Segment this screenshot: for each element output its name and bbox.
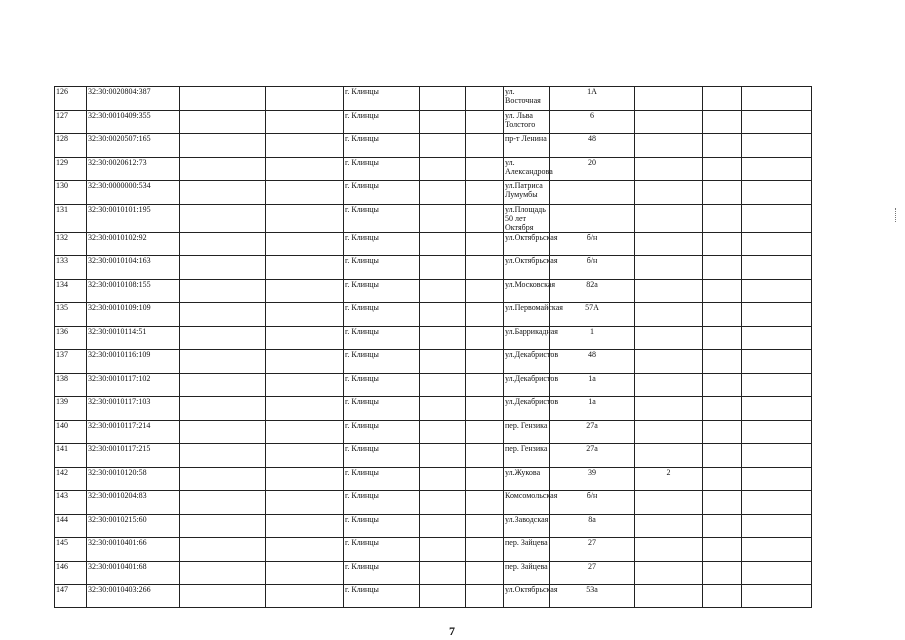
empty-cell bbox=[742, 561, 812, 585]
empty-cell bbox=[466, 157, 504, 181]
empty-cell bbox=[466, 303, 504, 327]
empty-cell bbox=[266, 110, 344, 134]
empty-cell bbox=[742, 444, 812, 468]
row-number-cell: 131 bbox=[55, 204, 87, 232]
empty-cell bbox=[703, 204, 742, 232]
empty-cell bbox=[466, 279, 504, 303]
empty-cell bbox=[703, 110, 742, 134]
empty-cell bbox=[742, 303, 812, 327]
extra-value-cell bbox=[635, 204, 703, 232]
empty-cell bbox=[742, 420, 812, 444]
empty-cell bbox=[420, 303, 466, 327]
empty-cell bbox=[466, 561, 504, 585]
empty-cell bbox=[703, 256, 742, 280]
street-cell: ул.Первомайская bbox=[504, 303, 550, 327]
empty-cell bbox=[703, 87, 742, 111]
empty-cell bbox=[466, 514, 504, 538]
extra-value-cell bbox=[635, 87, 703, 111]
city-cell: г. Клинцы bbox=[344, 326, 420, 350]
extra-value-cell bbox=[635, 373, 703, 397]
city-cell: г. Клинцы bbox=[344, 491, 420, 515]
empty-cell bbox=[180, 444, 266, 468]
city-cell: г. Клинцы bbox=[344, 181, 420, 205]
house-number-cell: 53а bbox=[550, 585, 635, 608]
cadastral-number-cell: 32:30:0010102:92 bbox=[87, 232, 180, 256]
empty-cell bbox=[466, 256, 504, 280]
empty-cell bbox=[180, 467, 266, 491]
empty-cell bbox=[420, 397, 466, 421]
table-row bbox=[55, 279, 812, 303]
empty-cell bbox=[420, 326, 466, 350]
empty-cell bbox=[742, 110, 812, 134]
empty-cell bbox=[466, 538, 504, 562]
cadastral-number-cell: 32:30:0010108:155 bbox=[87, 279, 180, 303]
city-cell: г. Клинцы bbox=[344, 87, 420, 111]
extra-value-cell bbox=[635, 181, 703, 205]
empty-cell bbox=[266, 326, 344, 350]
city-cell: г. Клинцы bbox=[344, 256, 420, 280]
empty-cell bbox=[742, 181, 812, 205]
cadastral-number-cell: 32:30:0010215:60 bbox=[87, 514, 180, 538]
house-number-cell: 1а bbox=[550, 373, 635, 397]
empty-cell bbox=[266, 303, 344, 327]
empty-cell bbox=[466, 110, 504, 134]
street-cell: пер. Зайцева bbox=[504, 561, 550, 585]
cadastral-number-cell: 32:30:0000000:534 bbox=[87, 181, 180, 205]
empty-cell bbox=[703, 134, 742, 158]
empty-cell bbox=[420, 87, 466, 111]
city-cell: г. Клинцы bbox=[344, 279, 420, 303]
cadastral-registry-table bbox=[54, 86, 812, 608]
table-row bbox=[55, 420, 812, 444]
empty-cell bbox=[180, 256, 266, 280]
scan-edge-mark bbox=[895, 208, 897, 222]
city-cell: г. Клинцы bbox=[344, 514, 420, 538]
empty-cell bbox=[266, 397, 344, 421]
empty-cell bbox=[742, 491, 812, 515]
empty-cell bbox=[180, 204, 266, 232]
empty-cell bbox=[420, 181, 466, 205]
street-cell: ул.Площадь 50 лет Октября bbox=[504, 204, 550, 232]
registry-body bbox=[55, 87, 812, 608]
city-cell: г. Клинцы bbox=[344, 204, 420, 232]
empty-cell bbox=[266, 538, 344, 562]
street-cell: пер. Зайцева bbox=[504, 538, 550, 562]
extra-value-cell bbox=[635, 561, 703, 585]
extra-value-cell bbox=[635, 256, 703, 280]
empty-cell bbox=[466, 350, 504, 374]
house-number-cell: 48 bbox=[550, 134, 635, 158]
empty-cell bbox=[180, 538, 266, 562]
empty-cell bbox=[266, 256, 344, 280]
extra-value-cell bbox=[635, 420, 703, 444]
house-number-cell: 48 bbox=[550, 350, 635, 374]
empty-cell bbox=[180, 181, 266, 205]
city-cell: г. Клинцы bbox=[344, 350, 420, 374]
empty-cell bbox=[266, 134, 344, 158]
empty-cell bbox=[742, 157, 812, 181]
empty-cell bbox=[180, 87, 266, 111]
city-cell: г. Клинцы bbox=[344, 420, 420, 444]
empty-cell bbox=[266, 467, 344, 491]
empty-cell bbox=[466, 204, 504, 232]
empty-cell bbox=[420, 444, 466, 468]
page-number: 7 bbox=[449, 624, 455, 638]
extra-value-cell bbox=[635, 585, 703, 608]
table-row bbox=[55, 110, 812, 134]
empty-cell bbox=[180, 397, 266, 421]
extra-value-cell bbox=[635, 326, 703, 350]
empty-cell bbox=[180, 373, 266, 397]
table-row bbox=[55, 87, 812, 111]
table-row bbox=[55, 467, 812, 491]
city-cell: г. Клинцы bbox=[344, 110, 420, 134]
house-number-cell: 1 bbox=[550, 326, 635, 350]
table-row bbox=[55, 491, 812, 515]
street-cell: ул.Декабристов bbox=[504, 373, 550, 397]
empty-cell bbox=[742, 87, 812, 111]
city-cell: г. Клинцы bbox=[344, 303, 420, 327]
city-cell: г. Клинцы bbox=[344, 232, 420, 256]
empty-cell bbox=[420, 420, 466, 444]
empty-cell bbox=[742, 373, 812, 397]
city-cell: г. Клинцы bbox=[344, 157, 420, 181]
empty-cell bbox=[466, 326, 504, 350]
empty-cell bbox=[742, 232, 812, 256]
empty-cell bbox=[266, 232, 344, 256]
empty-cell bbox=[703, 467, 742, 491]
empty-cell bbox=[180, 303, 266, 327]
extra-value-cell: 2 bbox=[635, 467, 703, 491]
table-row bbox=[55, 181, 812, 205]
table-row bbox=[55, 303, 812, 327]
house-number-cell: 27 bbox=[550, 561, 635, 585]
street-cell: ул.Октябрьская bbox=[504, 256, 550, 280]
row-number-cell: 144 bbox=[55, 514, 87, 538]
empty-cell bbox=[703, 397, 742, 421]
house-number-cell: 6 bbox=[550, 110, 635, 134]
city-cell: г. Клинцы bbox=[344, 373, 420, 397]
empty-cell bbox=[703, 232, 742, 256]
extra-value-cell bbox=[635, 134, 703, 158]
extra-value-cell bbox=[635, 397, 703, 421]
empty-cell bbox=[420, 491, 466, 515]
empty-cell bbox=[703, 420, 742, 444]
row-number-cell: 139 bbox=[55, 397, 87, 421]
street-cell: ул. Восточная bbox=[504, 87, 550, 111]
empty-cell bbox=[703, 181, 742, 205]
row-number-cell: 134 bbox=[55, 279, 87, 303]
street-cell: ул.Московская bbox=[504, 279, 550, 303]
empty-cell bbox=[703, 538, 742, 562]
house-number-cell: 8а bbox=[550, 514, 635, 538]
street-cell: ул.Заводская bbox=[504, 514, 550, 538]
table-row bbox=[55, 326, 812, 350]
street-cell: пер. Гензика bbox=[504, 420, 550, 444]
house-number-cell: 39 bbox=[550, 467, 635, 491]
table-row bbox=[55, 232, 812, 256]
extra-value-cell bbox=[635, 110, 703, 134]
row-number-cell: 132 bbox=[55, 232, 87, 256]
empty-cell bbox=[466, 467, 504, 491]
empty-cell bbox=[742, 134, 812, 158]
street-cell: Комсомольская bbox=[504, 491, 550, 515]
empty-cell bbox=[180, 350, 266, 374]
cadastral-number-cell: 32:30:0010101:195 bbox=[87, 204, 180, 232]
street-cell: ул.Патриса Лумумбы bbox=[504, 181, 550, 205]
extra-value-cell bbox=[635, 491, 703, 515]
row-number-cell: 147 bbox=[55, 585, 87, 608]
street-cell: ул.Декабристов bbox=[504, 397, 550, 421]
table-row bbox=[55, 561, 812, 585]
cadastral-number-cell: 32:30:0010401:68 bbox=[87, 561, 180, 585]
extra-value-cell bbox=[635, 303, 703, 327]
empty-cell bbox=[742, 350, 812, 374]
street-cell: ул. Александрова bbox=[504, 157, 550, 181]
empty-cell bbox=[266, 514, 344, 538]
empty-cell bbox=[703, 303, 742, 327]
extra-value-cell bbox=[635, 538, 703, 562]
table-row bbox=[55, 514, 812, 538]
empty-cell bbox=[266, 87, 344, 111]
empty-cell bbox=[266, 350, 344, 374]
empty-cell bbox=[180, 232, 266, 256]
empty-cell bbox=[266, 204, 344, 232]
table-row bbox=[55, 157, 812, 181]
cadastral-number-cell: 32:30:0010409:355 bbox=[87, 110, 180, 134]
cadastral-number-cell: 32:30:0010117:215 bbox=[87, 444, 180, 468]
cadastral-number-cell: 32:30:0010117:103 bbox=[87, 397, 180, 421]
empty-cell bbox=[180, 110, 266, 134]
house-number-cell: б/н bbox=[550, 491, 635, 515]
row-number-cell: 143 bbox=[55, 491, 87, 515]
street-cell: ул.Декабристов bbox=[504, 350, 550, 374]
row-number-cell: 133 bbox=[55, 256, 87, 280]
house-number-cell: 20 bbox=[550, 157, 635, 181]
house-number-cell: б/н bbox=[550, 232, 635, 256]
house-number-cell: б/н bbox=[550, 256, 635, 280]
extra-value-cell bbox=[635, 444, 703, 468]
empty-cell bbox=[742, 204, 812, 232]
table-row bbox=[55, 397, 812, 421]
city-cell: г. Клинцы bbox=[344, 585, 420, 608]
street-cell: ул.Жукова bbox=[504, 467, 550, 491]
empty-cell bbox=[266, 157, 344, 181]
empty-cell bbox=[466, 444, 504, 468]
street-cell: ул.Октябрьская bbox=[504, 232, 550, 256]
empty-cell bbox=[466, 585, 504, 608]
empty-cell bbox=[266, 491, 344, 515]
empty-cell bbox=[420, 110, 466, 134]
extra-value-cell bbox=[635, 232, 703, 256]
empty-cell bbox=[742, 467, 812, 491]
cadastral-number-cell: 32:30:0020507:165 bbox=[87, 134, 180, 158]
city-cell: г. Клинцы bbox=[344, 444, 420, 468]
empty-cell bbox=[420, 279, 466, 303]
cadastral-number-cell: 32:30:0010114:51 bbox=[87, 326, 180, 350]
empty-cell bbox=[742, 585, 812, 608]
empty-cell bbox=[420, 514, 466, 538]
cadastral-number-cell: 32:30:0010117:214 bbox=[87, 420, 180, 444]
empty-cell bbox=[266, 181, 344, 205]
row-number-cell: 137 bbox=[55, 350, 87, 374]
cadastral-number-cell: 32:30:0020612:73 bbox=[87, 157, 180, 181]
empty-cell bbox=[466, 232, 504, 256]
row-number-cell: 127 bbox=[55, 110, 87, 134]
cadastral-number-cell: 32:30:0010401:66 bbox=[87, 538, 180, 562]
row-number-cell: 145 bbox=[55, 538, 87, 562]
empty-cell bbox=[180, 279, 266, 303]
row-number-cell: 129 bbox=[55, 157, 87, 181]
empty-cell bbox=[466, 181, 504, 205]
table-row bbox=[55, 585, 812, 608]
empty-cell bbox=[420, 350, 466, 374]
empty-cell bbox=[742, 538, 812, 562]
table-row bbox=[55, 444, 812, 468]
house-number-cell: 1А bbox=[550, 87, 635, 111]
table-row bbox=[55, 373, 812, 397]
empty-cell bbox=[420, 467, 466, 491]
empty-cell bbox=[742, 279, 812, 303]
house-number-cell bbox=[550, 204, 635, 232]
empty-cell bbox=[266, 585, 344, 608]
city-cell: г. Клинцы bbox=[344, 538, 420, 562]
row-number-cell: 138 bbox=[55, 373, 87, 397]
empty-cell bbox=[742, 326, 812, 350]
empty-cell bbox=[420, 232, 466, 256]
empty-cell bbox=[266, 373, 344, 397]
table-row bbox=[55, 350, 812, 374]
row-number-cell: 142 bbox=[55, 467, 87, 491]
house-number-cell: 1а bbox=[550, 397, 635, 421]
empty-cell bbox=[420, 256, 466, 280]
cadastral-number-cell: 32:30:0020804:387 bbox=[87, 87, 180, 111]
row-number-cell: 128 bbox=[55, 134, 87, 158]
cadastral-number-cell: 32:30:0010120:58 bbox=[87, 467, 180, 491]
empty-cell bbox=[703, 561, 742, 585]
empty-cell bbox=[703, 157, 742, 181]
street-cell: ул.Баррикадная bbox=[504, 326, 550, 350]
city-cell: г. Клинцы bbox=[344, 467, 420, 491]
empty-cell bbox=[420, 561, 466, 585]
empty-cell bbox=[180, 326, 266, 350]
empty-cell bbox=[420, 585, 466, 608]
empty-cell bbox=[703, 350, 742, 374]
empty-cell bbox=[703, 514, 742, 538]
empty-cell bbox=[466, 420, 504, 444]
empty-cell bbox=[266, 420, 344, 444]
house-number-cell: 57А bbox=[550, 303, 635, 327]
empty-cell bbox=[420, 538, 466, 562]
cadastral-number-cell: 32:30:0010109:109 bbox=[87, 303, 180, 327]
empty-cell bbox=[466, 373, 504, 397]
empty-cell bbox=[266, 279, 344, 303]
cadastral-number-cell: 32:30:0010117:102 bbox=[87, 373, 180, 397]
table-row bbox=[55, 204, 812, 232]
street-cell: ул.Октябрьская bbox=[504, 585, 550, 608]
empty-cell bbox=[420, 157, 466, 181]
row-number-cell: 135 bbox=[55, 303, 87, 327]
empty-cell bbox=[266, 444, 344, 468]
house-number-cell: 27а bbox=[550, 444, 635, 468]
street-cell: ул. Льва Толстого bbox=[504, 110, 550, 134]
empty-cell bbox=[466, 397, 504, 421]
empty-cell bbox=[180, 157, 266, 181]
empty-cell bbox=[420, 204, 466, 232]
row-number-cell: 140 bbox=[55, 420, 87, 444]
empty-cell bbox=[266, 561, 344, 585]
empty-cell bbox=[742, 397, 812, 421]
empty-cell bbox=[466, 87, 504, 111]
row-number-cell: 126 bbox=[55, 87, 87, 111]
empty-cell bbox=[742, 514, 812, 538]
cadastral-number-cell: 32:30:0010403:266 bbox=[87, 585, 180, 608]
empty-cell bbox=[742, 256, 812, 280]
empty-cell bbox=[180, 585, 266, 608]
empty-cell bbox=[703, 491, 742, 515]
table-row bbox=[55, 538, 812, 562]
empty-cell bbox=[703, 373, 742, 397]
house-number-cell bbox=[550, 181, 635, 205]
empty-cell bbox=[466, 134, 504, 158]
house-number-cell: 82а bbox=[550, 279, 635, 303]
city-cell: г. Клинцы bbox=[344, 134, 420, 158]
street-cell: пер. Гензика bbox=[504, 444, 550, 468]
empty-cell bbox=[703, 585, 742, 608]
empty-cell bbox=[180, 420, 266, 444]
cadastral-number-cell: 32:30:0010116:109 bbox=[87, 350, 180, 374]
empty-cell bbox=[180, 514, 266, 538]
extra-value-cell bbox=[635, 279, 703, 303]
empty-cell bbox=[466, 491, 504, 515]
house-number-cell: 27а bbox=[550, 420, 635, 444]
row-number-cell: 130 bbox=[55, 181, 87, 205]
empty-cell bbox=[420, 134, 466, 158]
empty-cell bbox=[180, 561, 266, 585]
empty-cell bbox=[420, 373, 466, 397]
row-number-cell: 141 bbox=[55, 444, 87, 468]
empty-cell bbox=[703, 444, 742, 468]
table-row bbox=[55, 134, 812, 158]
cadastral-number-cell: 32:30:0010204:83 bbox=[87, 491, 180, 515]
house-number-cell: 27 bbox=[550, 538, 635, 562]
row-number-cell: 136 bbox=[55, 326, 87, 350]
table-row bbox=[55, 256, 812, 280]
extra-value-cell bbox=[635, 514, 703, 538]
row-number-cell: 146 bbox=[55, 561, 87, 585]
city-cell: г. Клинцы bbox=[344, 397, 420, 421]
empty-cell bbox=[703, 326, 742, 350]
extra-value-cell bbox=[635, 157, 703, 181]
empty-cell bbox=[180, 491, 266, 515]
street-cell: пр-т Ленина bbox=[504, 134, 550, 158]
empty-cell bbox=[180, 134, 266, 158]
city-cell: г. Клинцы bbox=[344, 561, 420, 585]
empty-cell bbox=[703, 279, 742, 303]
cadastral-number-cell: 32:30:0010104:163 bbox=[87, 256, 180, 280]
extra-value-cell bbox=[635, 350, 703, 374]
